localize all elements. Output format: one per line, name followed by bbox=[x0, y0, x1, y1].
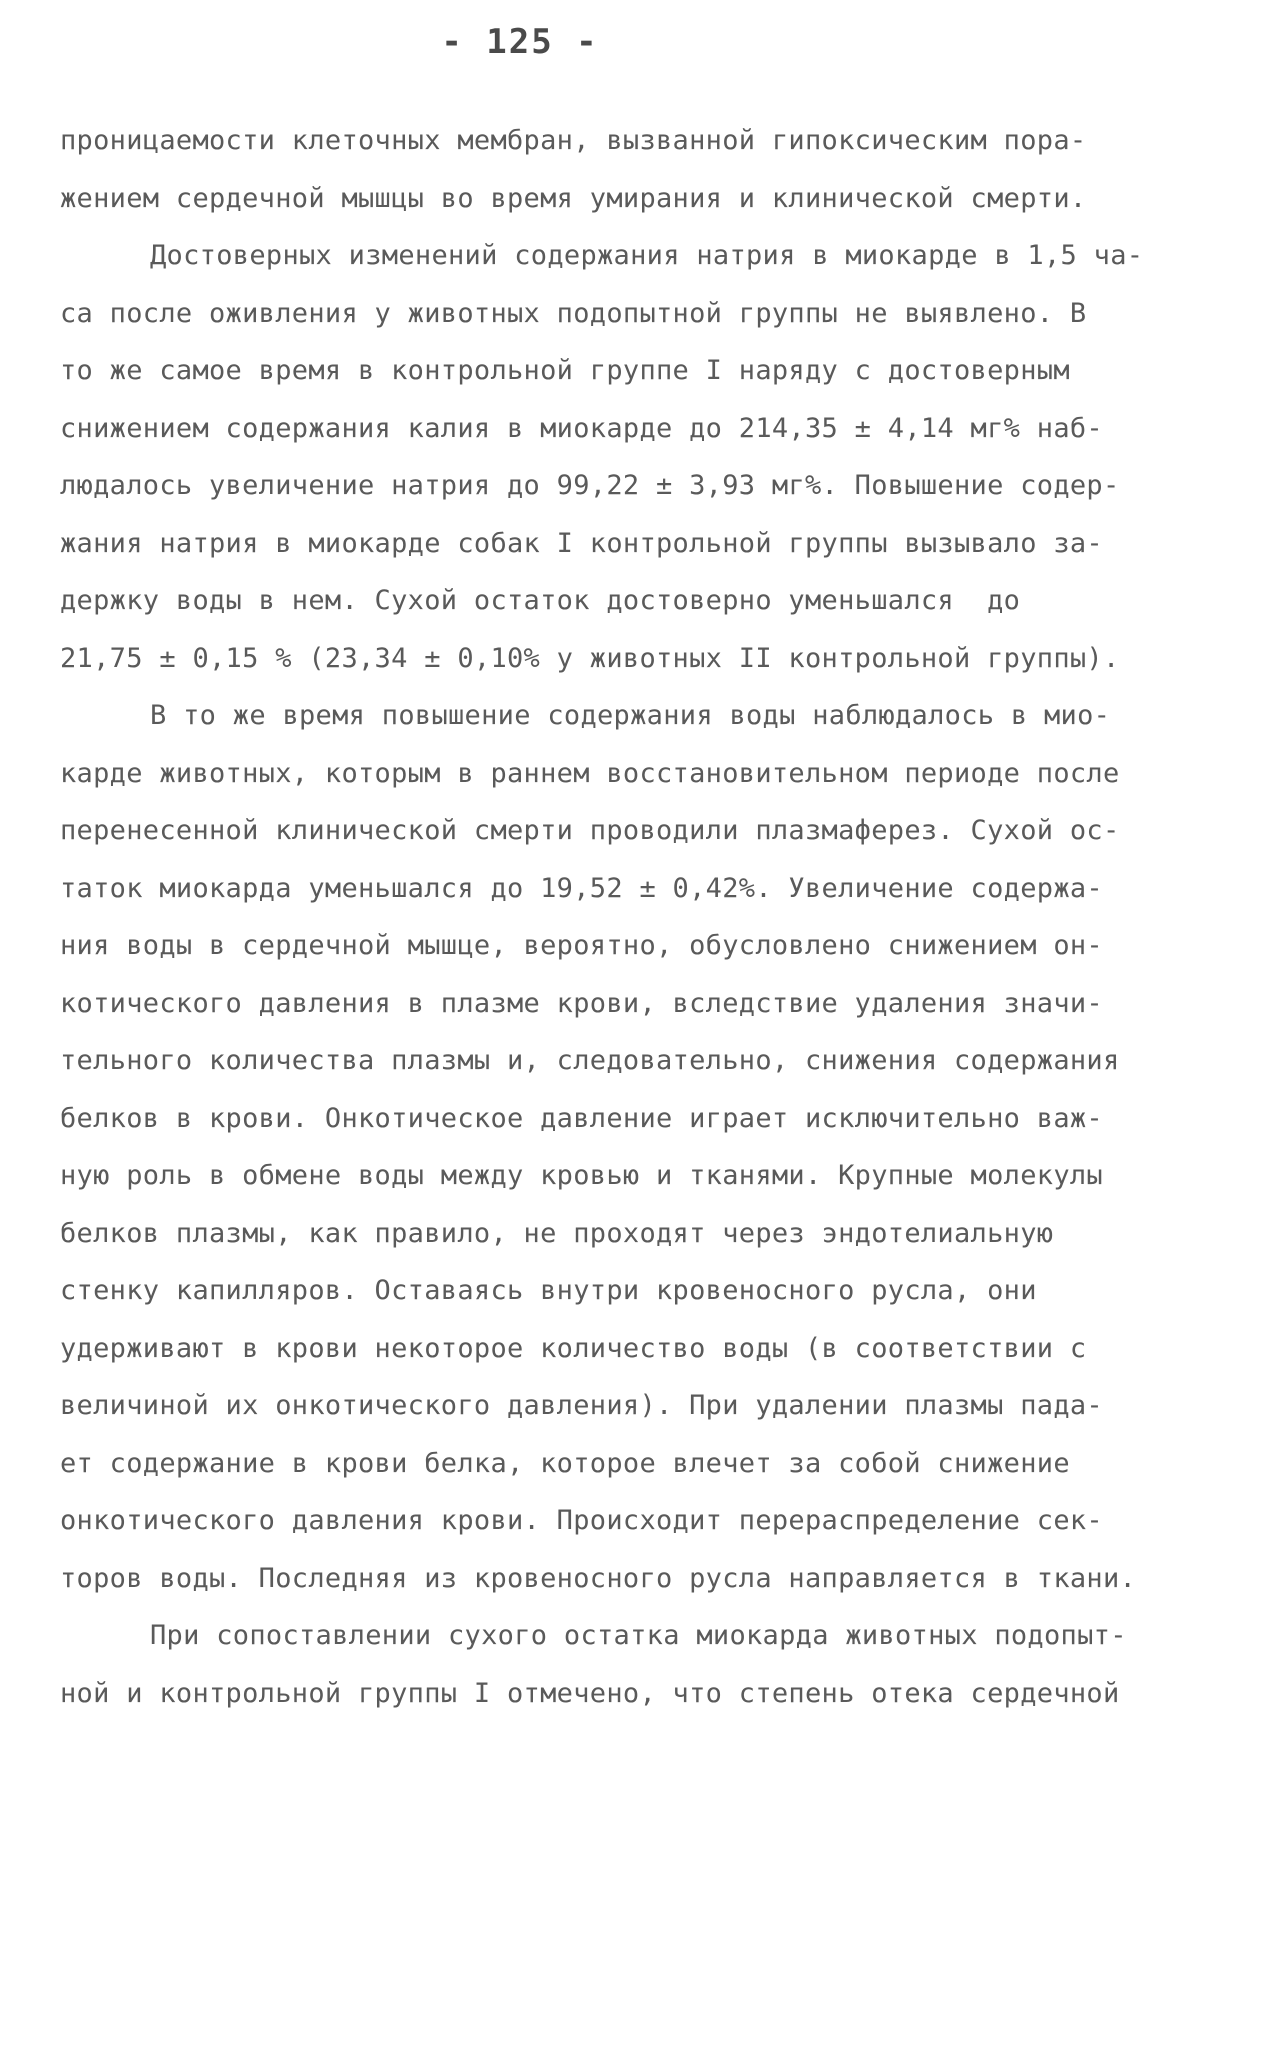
text-line: ной и контрольной группы I отмечено, что степень отека сердечной bbox=[60, 1677, 1120, 1709]
body-text bbox=[60, 112, 1220, 1722]
text-line: стенку капилляров. Оставаясь внутри кровеносного русла, они bbox=[60, 1275, 1037, 1306]
text-line: В то же время повышение содержания воды наблюдалось в мио- bbox=[150, 700, 1111, 731]
text-line: людалось увеличение натрия до 99,22 ± 3,93 мг%. Повышение содер- bbox=[60, 470, 1120, 501]
text-line: При сопоставлении сухого остатка миокарда животных подопыт- bbox=[150, 1620, 1127, 1651]
text-line: белков в крови. Онкотическое давление играет исключительно важ- bbox=[60, 1102, 1103, 1134]
text-line: ет содержание в крови белка, которое влечет за собой снижение bbox=[60, 1447, 1070, 1479]
text-line: жания натрия в миокарде собак I контрольной группы вызывало за- bbox=[60, 527, 1103, 559]
text-line: снижением содержания калия в миокарде до 214,35 ± 4,14 мг% наб- bbox=[60, 412, 1103, 444]
text-line: белков плазмы, как правило, не проходят через эндотелиальную bbox=[60, 1217, 1054, 1249]
text-line: онкотического давления крови. Происходит перераспределение сек- bbox=[60, 1505, 1103, 1536]
text-line: таток миокарда уменьшался до 19,52 ± 0,42%. Увеличение содержа- bbox=[60, 872, 1103, 904]
text-line: ную роль в обмене воды между кровью и тканями. Крупные молекулы bbox=[60, 1160, 1103, 1191]
text-line: котического давления в плазме крови, вследствие удаления значи- bbox=[60, 987, 1103, 1019]
text-line: проницаемости клеточных мембран, вызванной гипоксическим пора- bbox=[60, 125, 1087, 156]
text-line: жением сердечной мышцы во время умирания и клинической смерти. bbox=[60, 182, 1087, 214]
text-line: Достоверных изменений содержания натрия в миокарде в 1,5 ча- bbox=[150, 240, 1144, 271]
text-line: то же самое время в контрольной группе I наряду с достоверным bbox=[60, 355, 1070, 386]
text-line: перенесенной клинической смерти проводили плазмаферез. Сухой ос- bbox=[60, 815, 1120, 846]
text-line: 21,75 ± 0,15 % (23,34 ± 0,10% у животных II контрольной группы). bbox=[60, 642, 1120, 674]
text-line: карде животных, которым в раннем восстановительном периоде после bbox=[60, 757, 1120, 789]
text-line: тельного количества плазмы и, следовательно, снижения содержания bbox=[60, 1045, 1120, 1076]
text-line: величиной их онкотического давления). При удалении плазмы пада- bbox=[60, 1390, 1103, 1421]
text-line: торов воды. Последняя из кровеносного русла направляется в ткани. bbox=[60, 1562, 1137, 1594]
text-line: ния воды в сердечной мышце, вероятно, обусловлено снижением он- bbox=[60, 930, 1103, 961]
text-line: держку воды в нем. Сухой остаток достоверно уменьшался до bbox=[60, 585, 1021, 616]
text-line: са после оживления у животных подопытной группы не выявлено. В bbox=[60, 297, 1087, 329]
page-number: - 125 - bbox=[441, 22, 599, 62]
text-line: удерживают в крови некоторое количество воды (в соответствии с bbox=[60, 1332, 1087, 1364]
